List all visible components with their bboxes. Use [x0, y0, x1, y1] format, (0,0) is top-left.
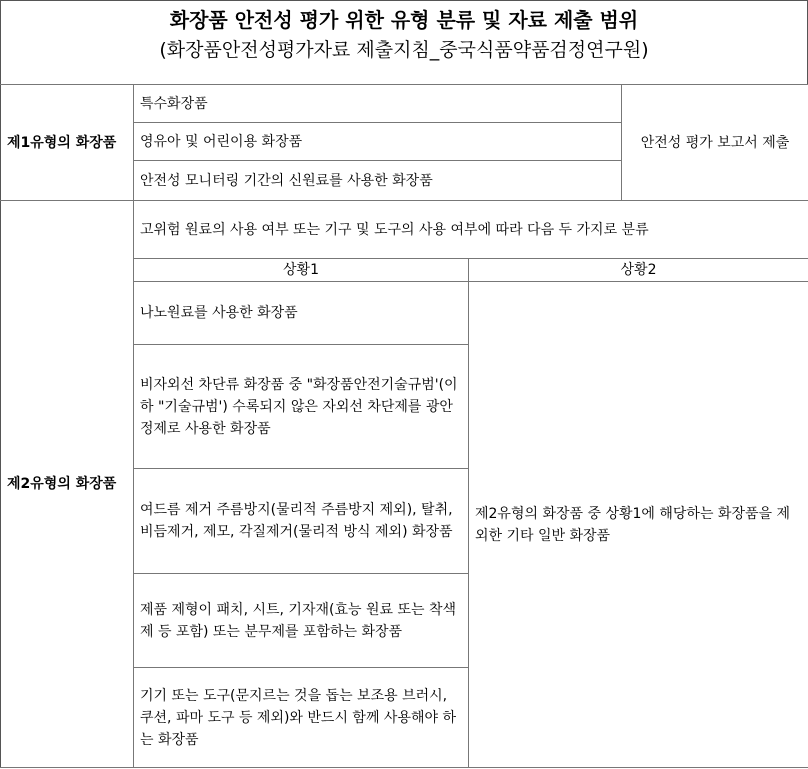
type2-intro: 고위험 원료의 사용 여부 또는 기구 및 도구의 사용 여부에 따라 다음 두 가지로 분류 [134, 201, 808, 259]
situation1-header: 상황1 [134, 259, 469, 282]
table-row [1, 85, 808, 123]
situation1-item: 기기 또는 도구(문지르는 것을 돕는 보조용 브러시, 쿠션, 파마 도구 등 제외)와 반드시 함께 사용해야 하는 화장품 [134, 668, 469, 768]
situation1-item: 제품 제형이 패치, 시트, 기자재(효능 원료 또는 착색제 등 포함) 또는 분무제를 포함하는 화장품 [134, 574, 469, 668]
situation2-header: 상황2 [469, 259, 808, 282]
type1-requirement: 안전성 평가 보고서 제출 [622, 85, 808, 201]
document-header [0, 0, 808, 85]
type1-item: 영유아 및 어린이용 화장품 [134, 123, 622, 161]
table-row [1, 201, 808, 259]
type1-item: 특수화장품 [134, 85, 622, 123]
classification-table [0, 84, 808, 768]
situation2-text: 제2유형의 화장품 중 상황1에 해당하는 화장품을 제외한 기타 일반 화장품 [469, 282, 808, 768]
page-subtitle: (화장품안전성평가자료 제출지침_중국식품약품검정연구원) [159, 39, 649, 61]
type1-item: 안전성 모니터링 기간의 신원료를 사용한 화장품 [134, 161, 622, 201]
page-title: 화장품 안전성 평가 위한 유형 분류 및 자료 제출 범위 [169, 8, 639, 32]
situation1-item: 비자외선 차단류 화장품 중 "화장품안전기술규범'(이하 "기술규범') 수록되지 않은 자외선 차단제를 광안정제로 사용한 화장품 [134, 345, 469, 469]
type2-label: 제2유형의 화장품 [1, 201, 134, 768]
situation1-item: 나노원료를 사용한 화장품 [134, 282, 469, 345]
type1-label: 제1유형의 화장품 [1, 85, 134, 201]
situation1-item: 여드름 제거 주름방지(물리적 주름방지 제외), 탈취, 비듬제거, 제모, 각질제거(물리적 방식 제외) 화장품 [134, 469, 469, 574]
